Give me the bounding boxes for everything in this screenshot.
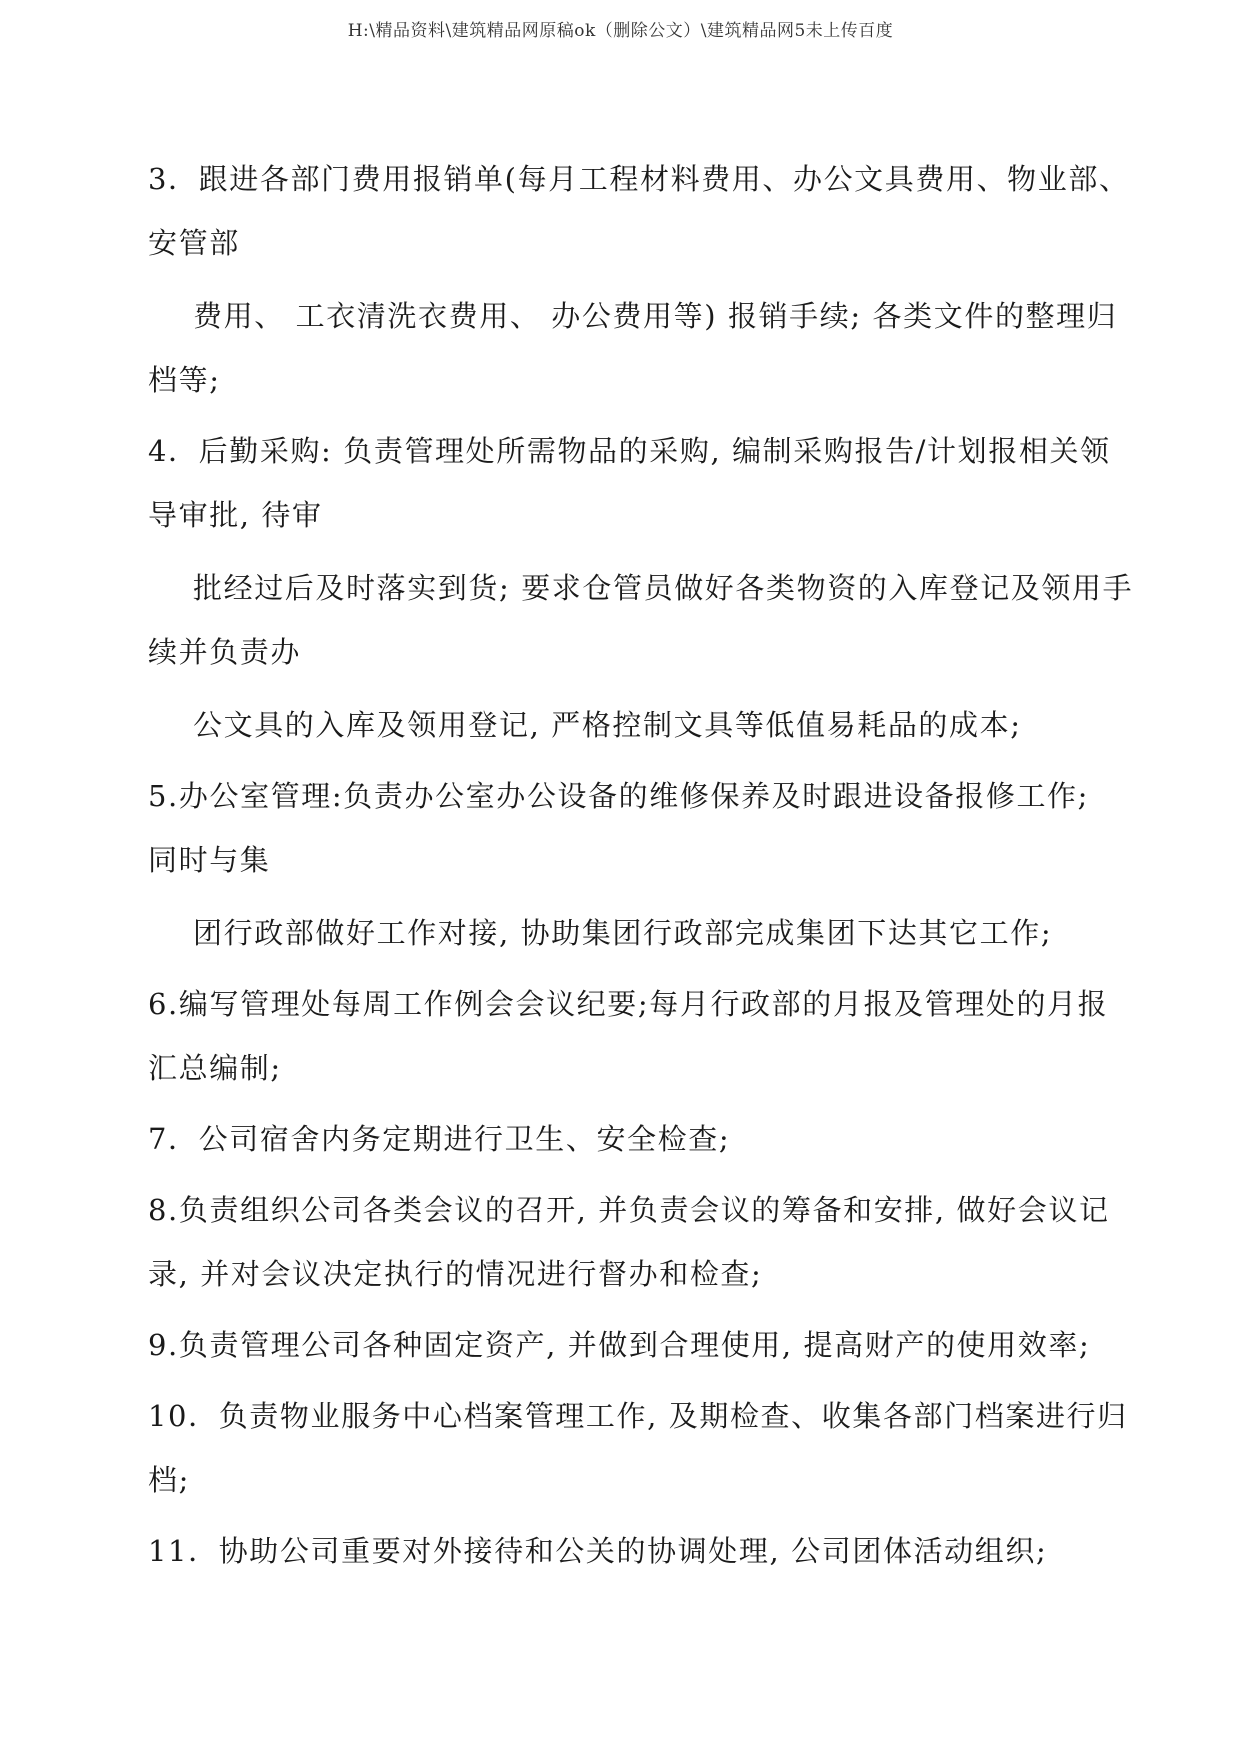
text-line-item3-end: 档等;: [148, 363, 221, 397]
file-path-header: H:\精品资料\建筑精品网原稿ok（删除公文）\建筑精品网5未上传百度: [347, 21, 894, 41]
text-line-item4-detail: 批经过后及时落实到货; 要求仓管员做好各类物资的入库登记及领用手: [193, 571, 1134, 605]
text-line-item5-end: 团行政部做好工作对接, 协助集团行政部完成集团下达其它工作;: [193, 916, 1053, 950]
text-line-item8: 8.负责组织公司各类会议的召开, 并负责会议的筹备和安排, 做好会议记: [148, 1193, 1110, 1227]
text-line-item4-end: 公文具的入库及领用登记, 严格控制文具等低值易耗品的成本;: [193, 708, 1022, 742]
text-line-item5: 5.办公室管理:负责办公室办公设备的维修保养及时跟进设备报修工作;: [148, 779, 1090, 813]
text-line-item4-detail-cont: 续并负责办: [148, 635, 302, 669]
text-line-item8-end: 录, 并对会议决定执行的情况进行督办和检查;: [148, 1257, 763, 1291]
text-line-item9: 9.负责管理公司各种固定资产, 并做到合理使用, 提高财产的使用效率;: [148, 1328, 1091, 1362]
text-line-item4-cont: 导审批, 待审: [148, 498, 323, 532]
text-line-item3: 3．跟进各部门费用报销单(每月工程材料费用、办公文具费用、物业部、: [148, 162, 1130, 196]
text-line-item11: 11．协助公司重要对外接待和公关的协调处理, 公司团体活动组织;: [148, 1534, 1048, 1568]
text-line-item7: 7．公司宿舍内务定期进行卫生、安全检查;: [148, 1122, 731, 1156]
text-line-item6-end: 汇总编制;: [148, 1051, 282, 1085]
text-line-item3-detail: 费用、 工衣清洗衣费用、 办公费用等) 报销手续; 各类文件的整理归: [193, 299, 1118, 333]
text-line-item10: 10．负责物业服务中心档案管理工作, 及期检查、收集各部门档案进行归: [148, 1399, 1128, 1433]
text-line-item10-end: 档;: [148, 1463, 190, 1497]
text-line-item3-cont: 安管部: [148, 226, 240, 260]
text-line-item5-cont: 同时与集: [148, 843, 271, 877]
text-line-item4: 4．后勤采购: 负责管理处所需物品的采购, 编制采购报告/计划报相关领: [148, 434, 1111, 468]
text-line-item6: 6.编写管理处每周工作例会会议纪要;每月行政部的月报及管理处的月报: [148, 987, 1109, 1021]
